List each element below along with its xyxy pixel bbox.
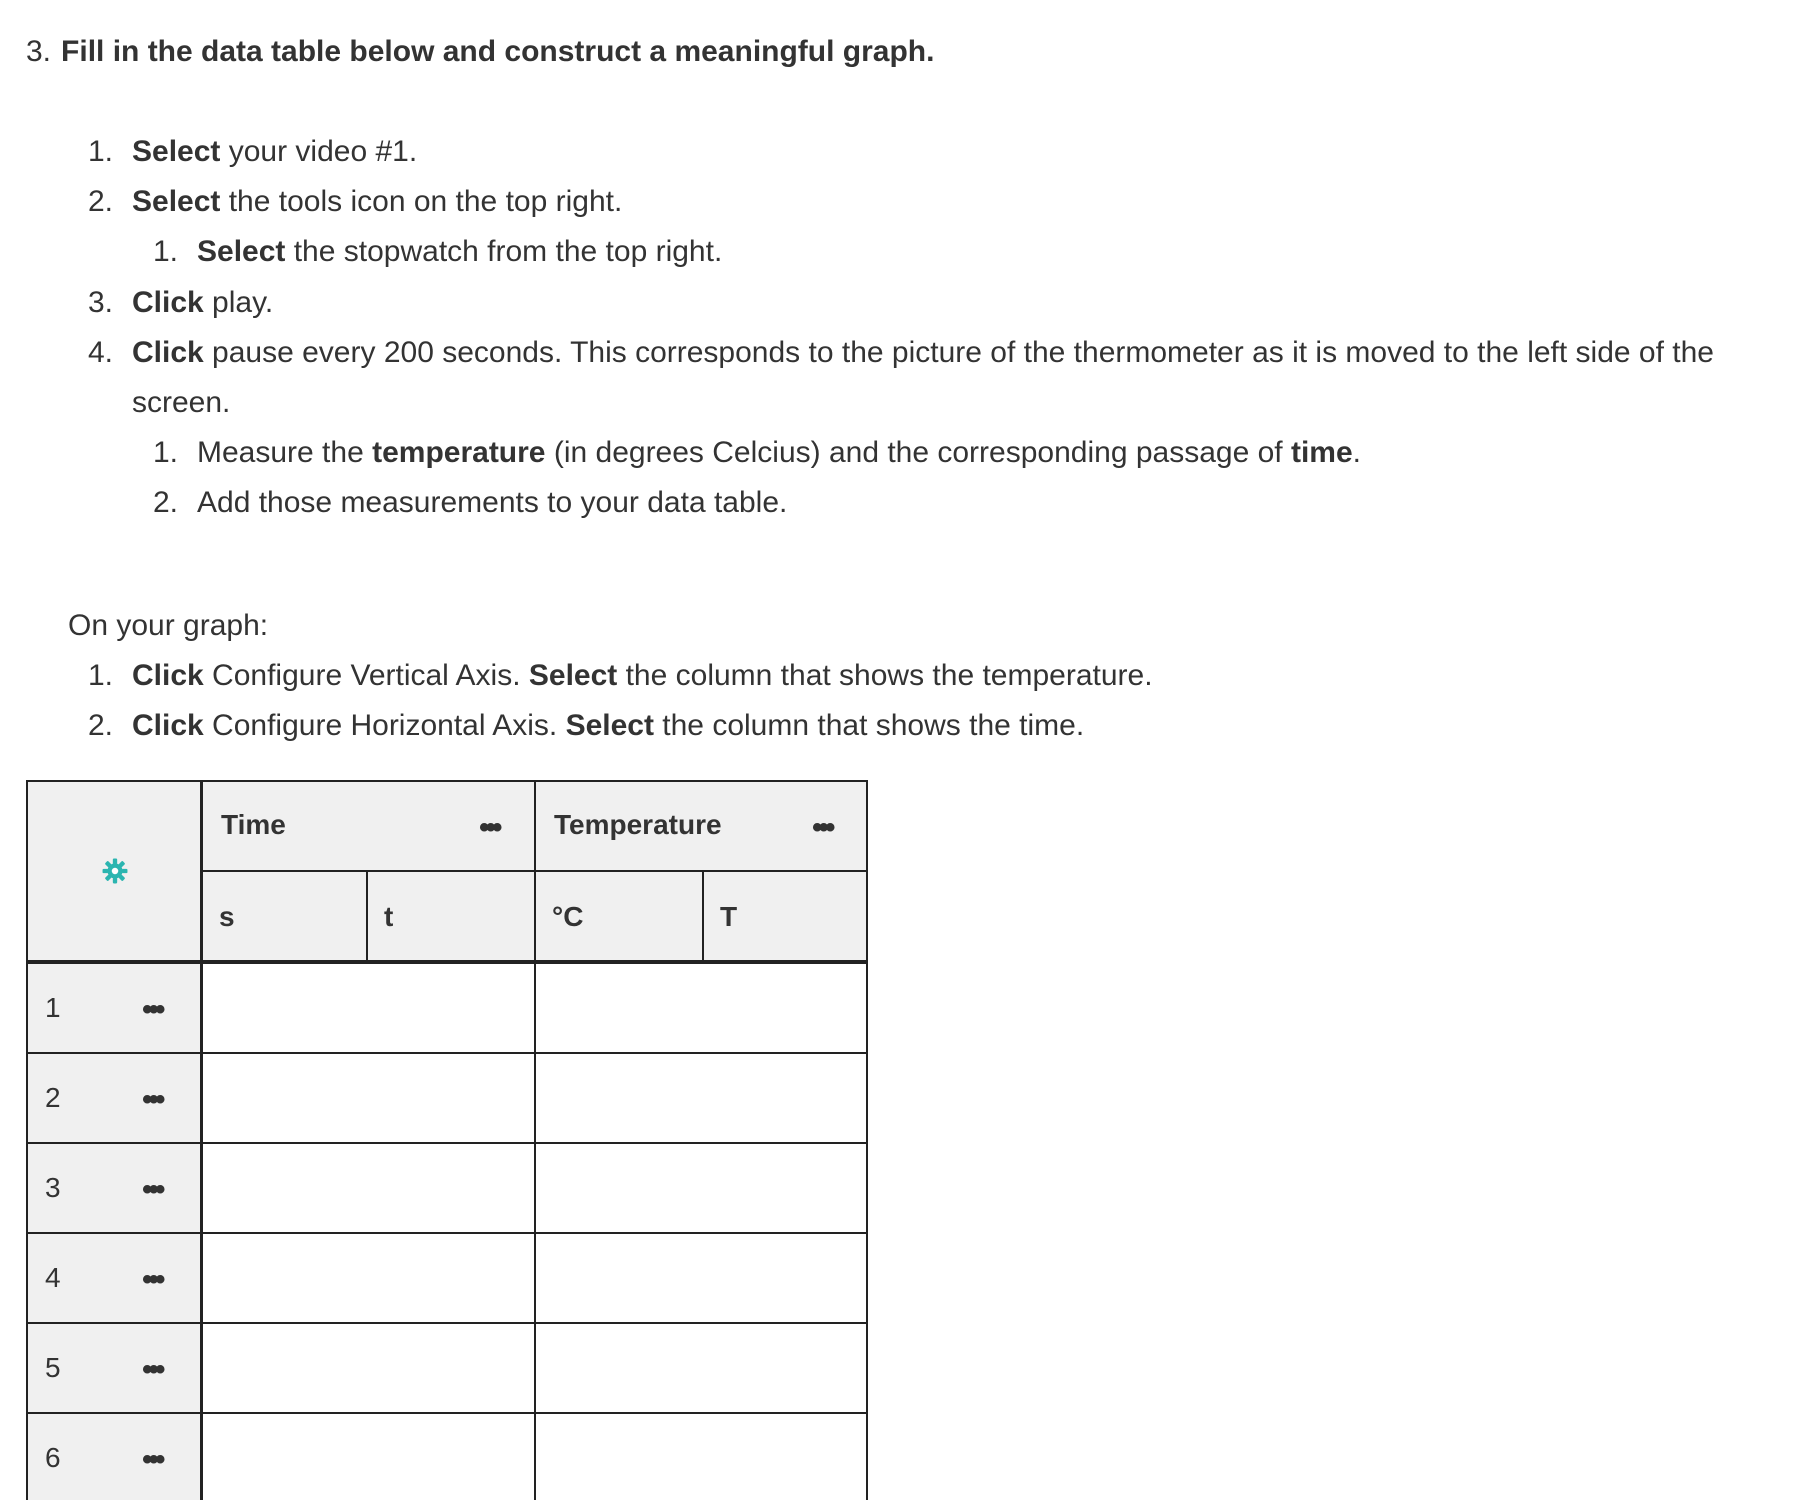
row-menu[interactable]: •••: [142, 993, 162, 1026]
graph-step-1: 1. Click Configure Vertical Axis. Select the column that shows the temperature.: [88, 659, 1153, 692]
row-menu[interactable]: •••: [142, 1083, 162, 1116]
row-menu[interactable]: •••: [142, 1263, 162, 1296]
symbol-cell-time[interactable]: [366, 870, 536, 962]
table-cell-time[interactable]: [200, 1142, 536, 1234]
step-4: 4. Click pause every 200 seconds. This corresponds to the picture of the thermometer as it is moved to the left side of the: [88, 336, 1714, 369]
table-row-header: 6 •••: [26, 1412, 202, 1500]
column-name-temperature: Temperature: [554, 809, 722, 840]
graph-step-2: 2. Click Configure Horizontal Axis. Select the column that shows the time.: [88, 709, 1085, 742]
symbol-time: t: [384, 901, 394, 932]
step-4-continuation: screen.: [132, 386, 231, 419]
table-cell-time[interactable]: [200, 1322, 536, 1414]
symbol-temperature: T: [720, 901, 738, 932]
table-cell-temperature[interactable]: [534, 962, 868, 1054]
step-1: 1. Select your video #1.: [88, 135, 418, 168]
table-cell-time[interactable]: [200, 1052, 536, 1144]
units-temperature: °C: [552, 901, 584, 932]
table-cell-temperature[interactable]: [534, 1142, 868, 1234]
table-row-header: 3 •••: [26, 1142, 202, 1234]
row-menu[interactable]: •••: [142, 1173, 162, 1206]
table-cell-temperature[interactable]: [534, 1412, 868, 1500]
table-row-header: 2 •••: [26, 1052, 202, 1144]
step-4-sub-1: 1. Measure the temperature (in degrees Celcius) and the corresponding passage of time.: [153, 436, 1361, 469]
symbol-cell-temperature[interactable]: [702, 870, 868, 962]
question-title: [26, 32, 934, 72]
units-cell-temperature[interactable]: [534, 870, 704, 962]
table-cell-temperature[interactable]: [534, 1322, 868, 1414]
question-text: Fill in the data table below and construct a meaningful graph.: [61, 35, 935, 68]
table-row-header: 4 •••: [26, 1232, 202, 1324]
table-row-header: 5 •••: [26, 1322, 202, 1414]
gear-icon[interactable]: [102, 858, 128, 884]
step-4-sub-2: 2. Add those measurements to your data table.: [153, 486, 788, 519]
table-cell-time[interactable]: [200, 1232, 536, 1324]
column-name-time: Time: [221, 809, 286, 840]
table-cell-temperature[interactable]: [534, 1232, 868, 1324]
units-time: s: [219, 901, 235, 932]
column-menu-temperature[interactable]: •••: [812, 811, 832, 844]
column-menu-time[interactable]: •••: [479, 811, 499, 844]
table-row-header: 1 •••: [26, 962, 202, 1054]
column-header-temperature[interactable]: [534, 780, 868, 872]
row-menu[interactable]: •••: [142, 1353, 162, 1386]
table-corner: [26, 780, 202, 962]
row-menu[interactable]: •••: [142, 1443, 162, 1476]
graph-heading: On your graph:: [68, 609, 269, 642]
step-2-sub-1: 1. Select the stopwatch from the top right.: [153, 235, 723, 268]
step-2: 2. Select the tools icon on the top right.: [88, 185, 623, 218]
step-3: 3. Click play.: [88, 286, 274, 319]
table-cell-temperature[interactable]: [534, 1052, 868, 1144]
data-table: [26, 780, 868, 1500]
column-header-time[interactable]: [200, 780, 536, 872]
table-cell-time[interactable]: [200, 962, 536, 1054]
table-cell-time[interactable]: [200, 1412, 536, 1500]
question-number: 3.: [26, 35, 52, 68]
units-cell-time[interactable]: [200, 870, 368, 962]
